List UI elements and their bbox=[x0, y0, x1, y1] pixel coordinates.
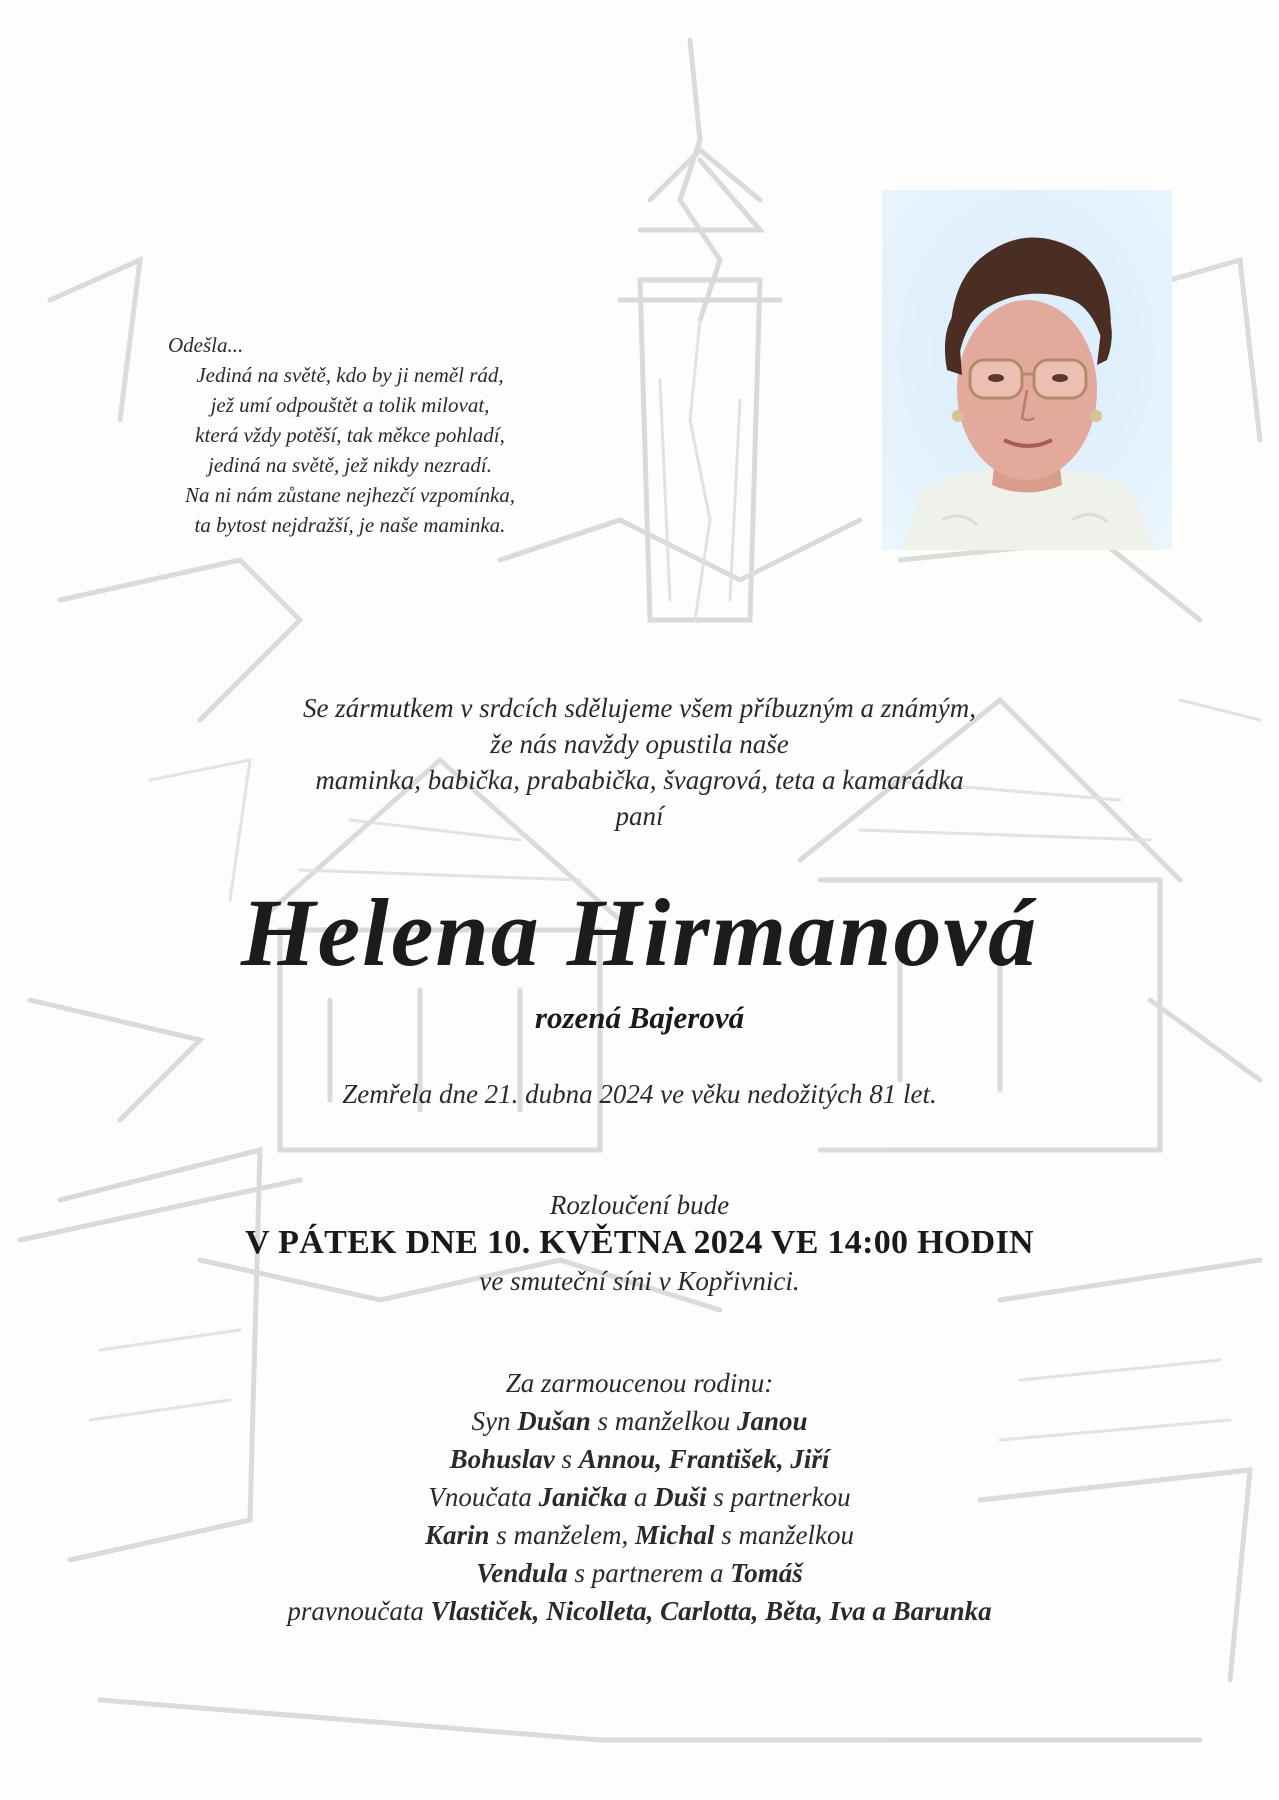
intro-line: Se zármutkem v srdcích sdělujeme všem příbuzným a známým, bbox=[302, 693, 977, 723]
family-signatures bbox=[0, 1364, 1279, 1630]
text: s bbox=[554, 1444, 579, 1474]
intro-line: paní bbox=[615, 801, 664, 831]
family-member: Vendula bbox=[476, 1558, 568, 1588]
obituary-main bbox=[0, 690, 1279, 1630]
family-member: Janička bbox=[538, 1482, 628, 1512]
family-line bbox=[0, 1440, 1279, 1478]
text: s partnerem a bbox=[567, 1558, 731, 1588]
text: pravnoučata bbox=[287, 1596, 431, 1626]
text: a bbox=[627, 1482, 655, 1512]
family-line bbox=[0, 1402, 1279, 1440]
farewell-info bbox=[0, 1188, 1279, 1298]
deceased-name: Helena Hirmanová bbox=[240, 879, 1039, 986]
family-member: Duši bbox=[654, 1482, 707, 1512]
text: s partnerkou bbox=[706, 1482, 851, 1512]
family-member: Bohuslav bbox=[449, 1444, 555, 1474]
text: s manželkou bbox=[590, 1406, 737, 1436]
poem-line: ta bytost nejdražší, je naše maminka. bbox=[194, 513, 506, 537]
family-line bbox=[0, 1516, 1279, 1554]
text: s manželem, bbox=[489, 1520, 636, 1550]
portrait-illustration bbox=[882, 190, 1172, 550]
poem-line: jež umí odpouštět a tolik milovat, bbox=[210, 393, 490, 417]
text: s manželkou bbox=[714, 1520, 855, 1550]
intro-line: že nás navždy opustila naše bbox=[490, 729, 789, 759]
farewell-place: ve smuteční síni v Kopřivnici. bbox=[479, 1266, 800, 1296]
death-date-text: Zemřela dne 21. dubna 2024 ve věku nedožitých 81 let. bbox=[342, 1079, 937, 1109]
family-member: Annou, František, Jiří bbox=[578, 1444, 830, 1474]
text: Syn bbox=[471, 1406, 518, 1436]
poem-line: Odešla... bbox=[168, 333, 244, 357]
family-member: Janou bbox=[736, 1406, 808, 1436]
farewell-intro: Rozloučení bude bbox=[549, 1190, 730, 1220]
family-heading: Za zarmoucenou rodinu: bbox=[505, 1368, 774, 1398]
farewell-datetime: V PÁTEK DNE 10. KVĚTNA 2024 VE 14:00 HODIN bbox=[245, 1224, 1034, 1261]
poem-line: Na ni nám zůstane nejhezčí vzpomínka, bbox=[184, 483, 516, 507]
poem-line: která vždy potěší, tak měkce pohladí, bbox=[195, 423, 505, 447]
maiden-name: rozená Bajerová bbox=[534, 1000, 745, 1035]
poem-line: Jediná na světě, kdo by ji neměl rád, bbox=[196, 363, 504, 387]
announcement-intro bbox=[0, 690, 1279, 834]
portrait-photo bbox=[882, 190, 1172, 550]
family-member: Michal bbox=[635, 1520, 715, 1550]
family-line bbox=[0, 1554, 1279, 1592]
family-member: Tomáš bbox=[730, 1558, 803, 1588]
family-member: Vlastiček, Nicolleta, Carlotta, Běta, Iva a Barunka bbox=[430, 1596, 992, 1626]
poem-line: jediná na světě, jež nikdy nezradí. bbox=[207, 453, 492, 477]
text: Vnoučata bbox=[428, 1482, 539, 1512]
family-line bbox=[0, 1478, 1279, 1516]
intro-line: maminka, babička, prababička, švagrová, teta a kamarádka bbox=[315, 765, 964, 795]
family-member: Dušan bbox=[517, 1406, 591, 1436]
poem bbox=[140, 330, 560, 540]
family-line bbox=[0, 1592, 1279, 1630]
family-member: Karin bbox=[424, 1520, 490, 1550]
